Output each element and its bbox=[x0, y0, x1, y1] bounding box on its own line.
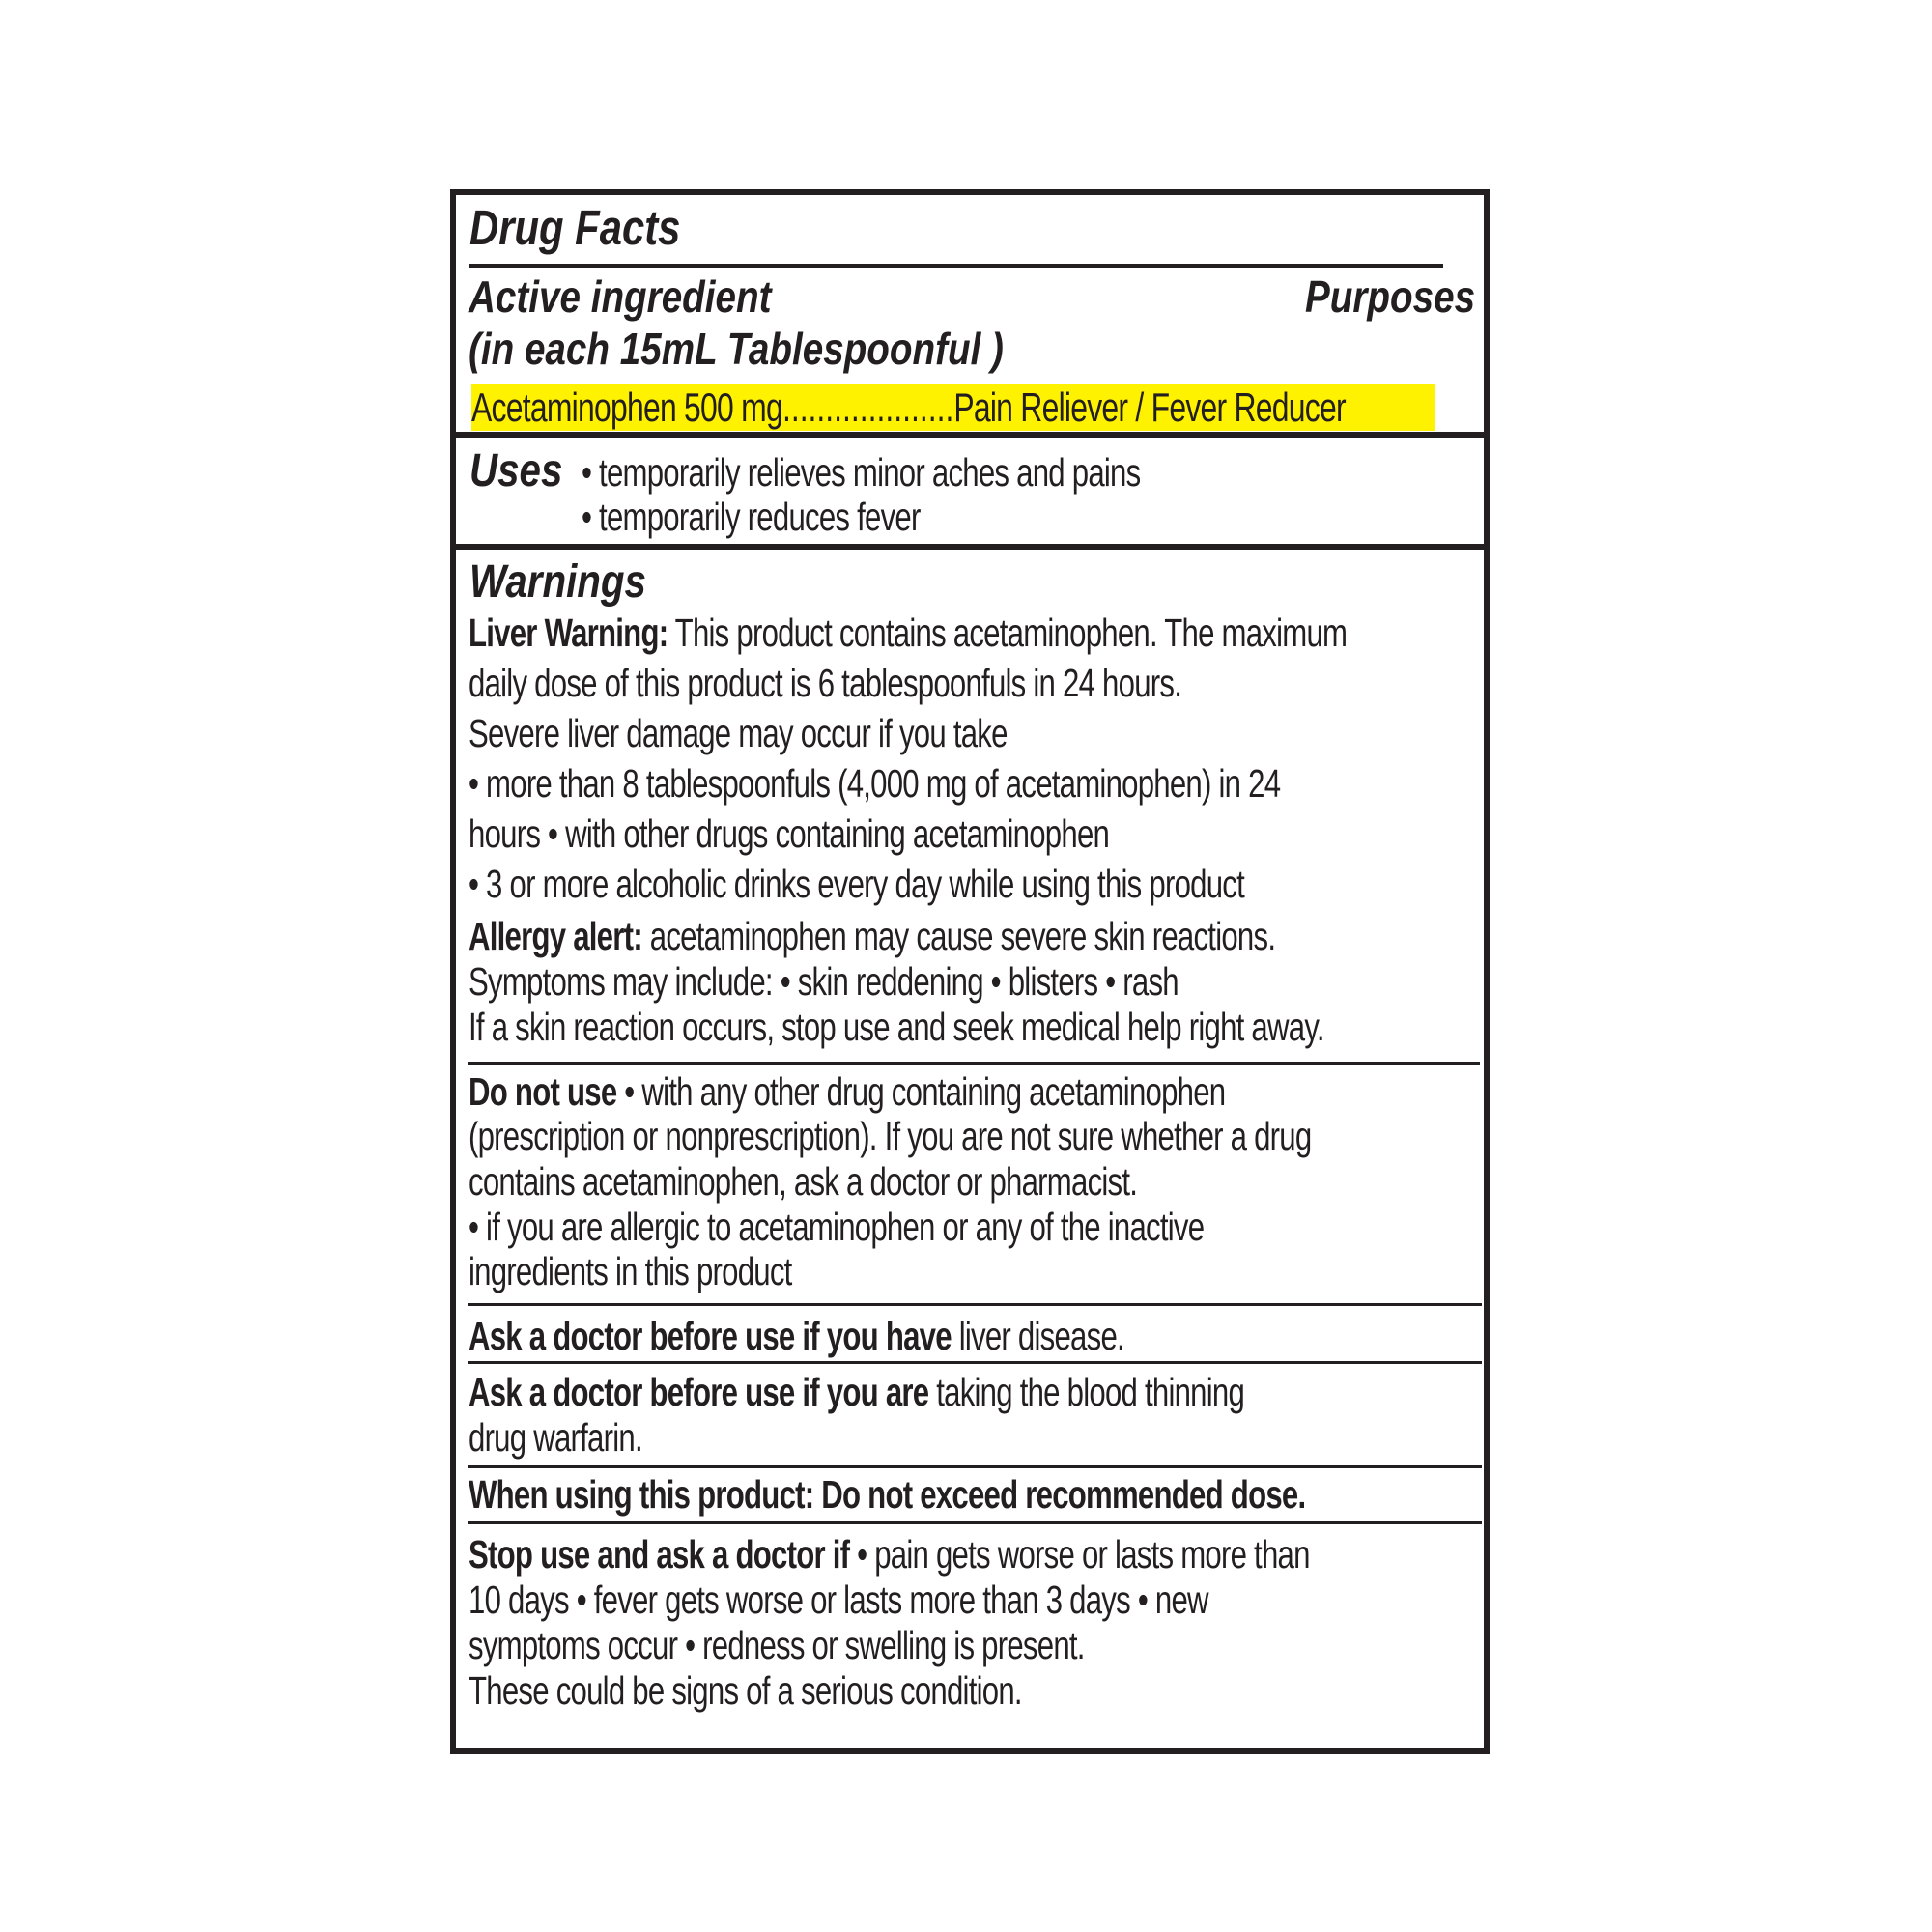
liver-warning-label: Liver Warning: bbox=[469, 611, 668, 655]
warnings-section bbox=[456, 550, 1484, 1748]
ingredient-purpose: Pain Reliever / Fever Reducer bbox=[953, 384, 1346, 430]
active-ingredient-section bbox=[456, 195, 1484, 438]
do-not-use-line: • if you are allergic to acetaminophen or any of the inactive bbox=[469, 1205, 1205, 1249]
warnings-heading: Warnings bbox=[469, 556, 646, 608]
stop-use-line: symptoms occur • redness or swelling is present. bbox=[469, 1623, 1085, 1667]
ask-doctor-have-label: Ask a doctor before use if you have bbox=[469, 1314, 952, 1358]
do-not-use-line: ingredients in this product bbox=[469, 1249, 792, 1293]
stop-use-line: 10 days • fever gets worse or lasts more than 3 days • new bbox=[469, 1577, 1208, 1622]
drug-facts-title: Drug Facts bbox=[469, 200, 681, 255]
ask-doctor-have-text: liver disease. bbox=[951, 1314, 1124, 1358]
section-divider bbox=[468, 1521, 1482, 1524]
allergy-alert-label: Allergy alert: bbox=[469, 914, 642, 958]
section-divider bbox=[468, 1465, 1482, 1468]
active-ingredient-heading: Active ingredient bbox=[469, 271, 772, 322]
title-rule bbox=[469, 264, 1443, 268]
do-not-use-text: • with any other drug containing acetaminophen bbox=[616, 1069, 1226, 1114]
ask-doctor-are-text: taking the blood thinning bbox=[928, 1370, 1245, 1414]
do-not-use-line: contains acetaminophen, ask a doctor or pharmacist. bbox=[469, 1159, 1138, 1204]
allergy-alert-text: acetaminophen may cause severe skin reactions. bbox=[641, 914, 1276, 958]
ask-doctor-are-line bbox=[469, 1370, 1244, 1415]
allergy-alert-line: Symptoms may include: • skin reddening • blisters • rash bbox=[469, 959, 1179, 1004]
stop-use-line bbox=[469, 1532, 1310, 1577]
allergy-alert-line bbox=[469, 914, 1275, 959]
ask-doctor-have-line bbox=[469, 1314, 1124, 1359]
section-divider bbox=[468, 1361, 1482, 1364]
stop-use-text: • pain gets worse or lasts more than bbox=[849, 1532, 1310, 1577]
purposes-heading: Purposes bbox=[1305, 271, 1476, 322]
uses-section bbox=[456, 438, 1484, 550]
uses-item: • temporarily reduces fever bbox=[582, 495, 921, 539]
liver-warning-line bbox=[469, 611, 1347, 656]
liver-warning-text: This product contains acetaminophen. The maximum bbox=[668, 611, 1348, 655]
liver-warning-line: Severe liver damage may occur if you take bbox=[469, 711, 1008, 755]
ingredient-name: Acetaminophen 500 mg bbox=[471, 384, 782, 430]
liver-warning-line: daily dose of this product is 6 tablespoonfuls in 24 hours. bbox=[469, 661, 1182, 705]
uses-heading: Uses bbox=[469, 445, 563, 497]
do-not-use-line: (prescription or nonprescription). If you are not sure whether a drug bbox=[469, 1114, 1312, 1158]
liver-warning-line: • 3 or more alcoholic drinks every day while using this product bbox=[469, 862, 1245, 906]
ask-doctor-are-label: Ask a doctor before use if you are bbox=[469, 1370, 929, 1414]
section-divider bbox=[468, 1303, 1482, 1306]
active-ingredient-subheading: (in each 15mL Tablespoonful ) bbox=[469, 324, 1004, 374]
liver-warning-line: • more than 8 tablespoonfuls (4,000 mg of acetaminophen) in 24 bbox=[469, 761, 1281, 806]
when-using-line: When using this product: Do not exceed recommended dose. bbox=[469, 1472, 1306, 1517]
do-not-use-line bbox=[469, 1069, 1225, 1115]
liver-warning-line: hours • with other drugs containing acetaminophen bbox=[469, 811, 1110, 856]
drug-facts-panel bbox=[450, 189, 1490, 1754]
do-not-use-label: Do not use bbox=[469, 1069, 617, 1114]
allergy-alert-line: If a skin reaction occurs, stop use and seek medical help right away. bbox=[469, 1005, 1324, 1049]
stop-use-label: Stop use and ask a doctor if bbox=[469, 1532, 850, 1577]
stop-use-line: These could be signs of a serious condition. bbox=[469, 1668, 1022, 1713]
ingredient-line bbox=[471, 384, 1346, 431]
ask-doctor-are-line: drug warfarin. bbox=[469, 1415, 642, 1460]
section-divider bbox=[468, 1062, 1480, 1065]
uses-item: • temporarily relieves minor aches and pains bbox=[582, 450, 1141, 495]
leader-dots: .................... bbox=[781, 384, 954, 430]
